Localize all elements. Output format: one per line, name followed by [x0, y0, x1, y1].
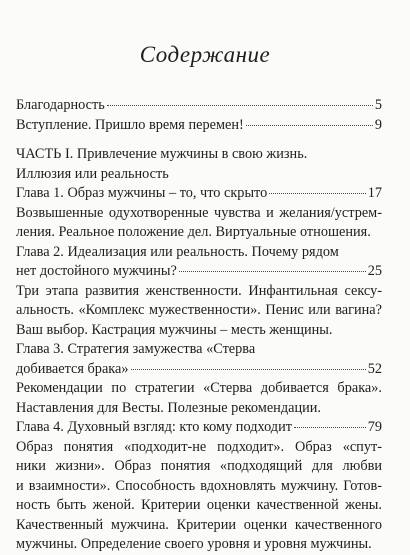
toc-page-number: 17: [367, 185, 382, 201]
description-line: Ваш выбор. Кастрация мужчины – месть женщины.: [16, 321, 333, 338]
toc-entry-intro: [16, 116, 382, 136]
description-line: Три этапа развития женственности. Инфантильная сексу-: [16, 282, 382, 299]
description-line: мужчины. Определение своего уровня и уровня мужчины.: [16, 536, 372, 552]
description-line: Образ понятия «подходит-не подходит». Образ «спут-: [16, 438, 382, 455]
toc-page-number: 52: [367, 360, 382, 377]
chapter-title-line: Глава 3. Стратегия замужества «Стерва: [16, 341, 256, 357]
description-line: ность быть женой. Критерии оценки качественной жены.: [16, 497, 382, 513]
description-line: Рекомендации по стратегии «Стерва добивается брака».: [16, 380, 382, 396]
chapter-description: [16, 379, 382, 418]
toc-page-number: 9: [374, 116, 382, 133]
table-of-contents: [16, 96, 382, 555]
description-line: ления. Реальное положение дел. Виртуальные отношения.: [16, 224, 371, 240]
toc-entry-ch3: [16, 360, 382, 380]
chapter-title-line: Глава 2. Идеализация или реальность. Почему рядом: [16, 243, 339, 260]
leader-dots: [131, 369, 366, 370]
chapter-title: Глава 1. Образ мужчины – то, что скрыто: [16, 185, 268, 201]
toc-page-number: 79: [367, 419, 382, 435]
description-line: и взаимности». Способность вдохновлять мужчину. Готов-: [16, 477, 382, 494]
part-heading-line: Иллюзия или реальность: [16, 165, 169, 182]
toc-page-number: 25: [367, 263, 382, 279]
chapter-description: [16, 282, 382, 341]
leader-dots: [107, 105, 373, 106]
part-heading: [16, 145, 382, 184]
toc-entry-ch2: [16, 262, 382, 282]
toc-entry-title: Вступление. Пришло время перемен!: [16, 116, 244, 133]
toc-entry-ch1: [16, 184, 382, 204]
leader-dots: [269, 193, 365, 194]
chapter-title: Глава 4. Духовный взгляд: кто кому подходит: [16, 419, 292, 435]
toc-entry-thanks: [16, 96, 382, 116]
toc-page-number: 5: [374, 97, 382, 113]
chapter-description: [16, 438, 382, 555]
description-line: Качественный мужчина. Критерии оценки качественного: [16, 516, 382, 533]
leader-dots: [179, 271, 366, 272]
chapter-title: нет достойного мужчины?: [16, 263, 177, 279]
toc-entry-ch4: [16, 418, 382, 438]
toc-entry-title: Благодарность: [16, 97, 105, 113]
part-heading-line: ЧАСТЬ I. Привлечение мужчины в свою жизнь.: [16, 146, 308, 162]
chapter-title: добивается брака»: [16, 360, 129, 377]
chapter-description: [16, 204, 382, 243]
description-line: Возвышенные одухотворенные чувства и желания/устрем-: [16, 204, 382, 221]
description-line: альность. «Комплекс мужественности». Пенис или вагина?: [16, 302, 382, 318]
page-title: Содержание: [139, 42, 271, 67]
description-line: ники жизни». Образ понятия «подходящий для любви: [16, 458, 382, 474]
description-line: Наставления для Весты. Полезные рекомендации.: [16, 399, 321, 416]
leader-dots: [246, 125, 373, 126]
leader-dots: [294, 427, 366, 428]
